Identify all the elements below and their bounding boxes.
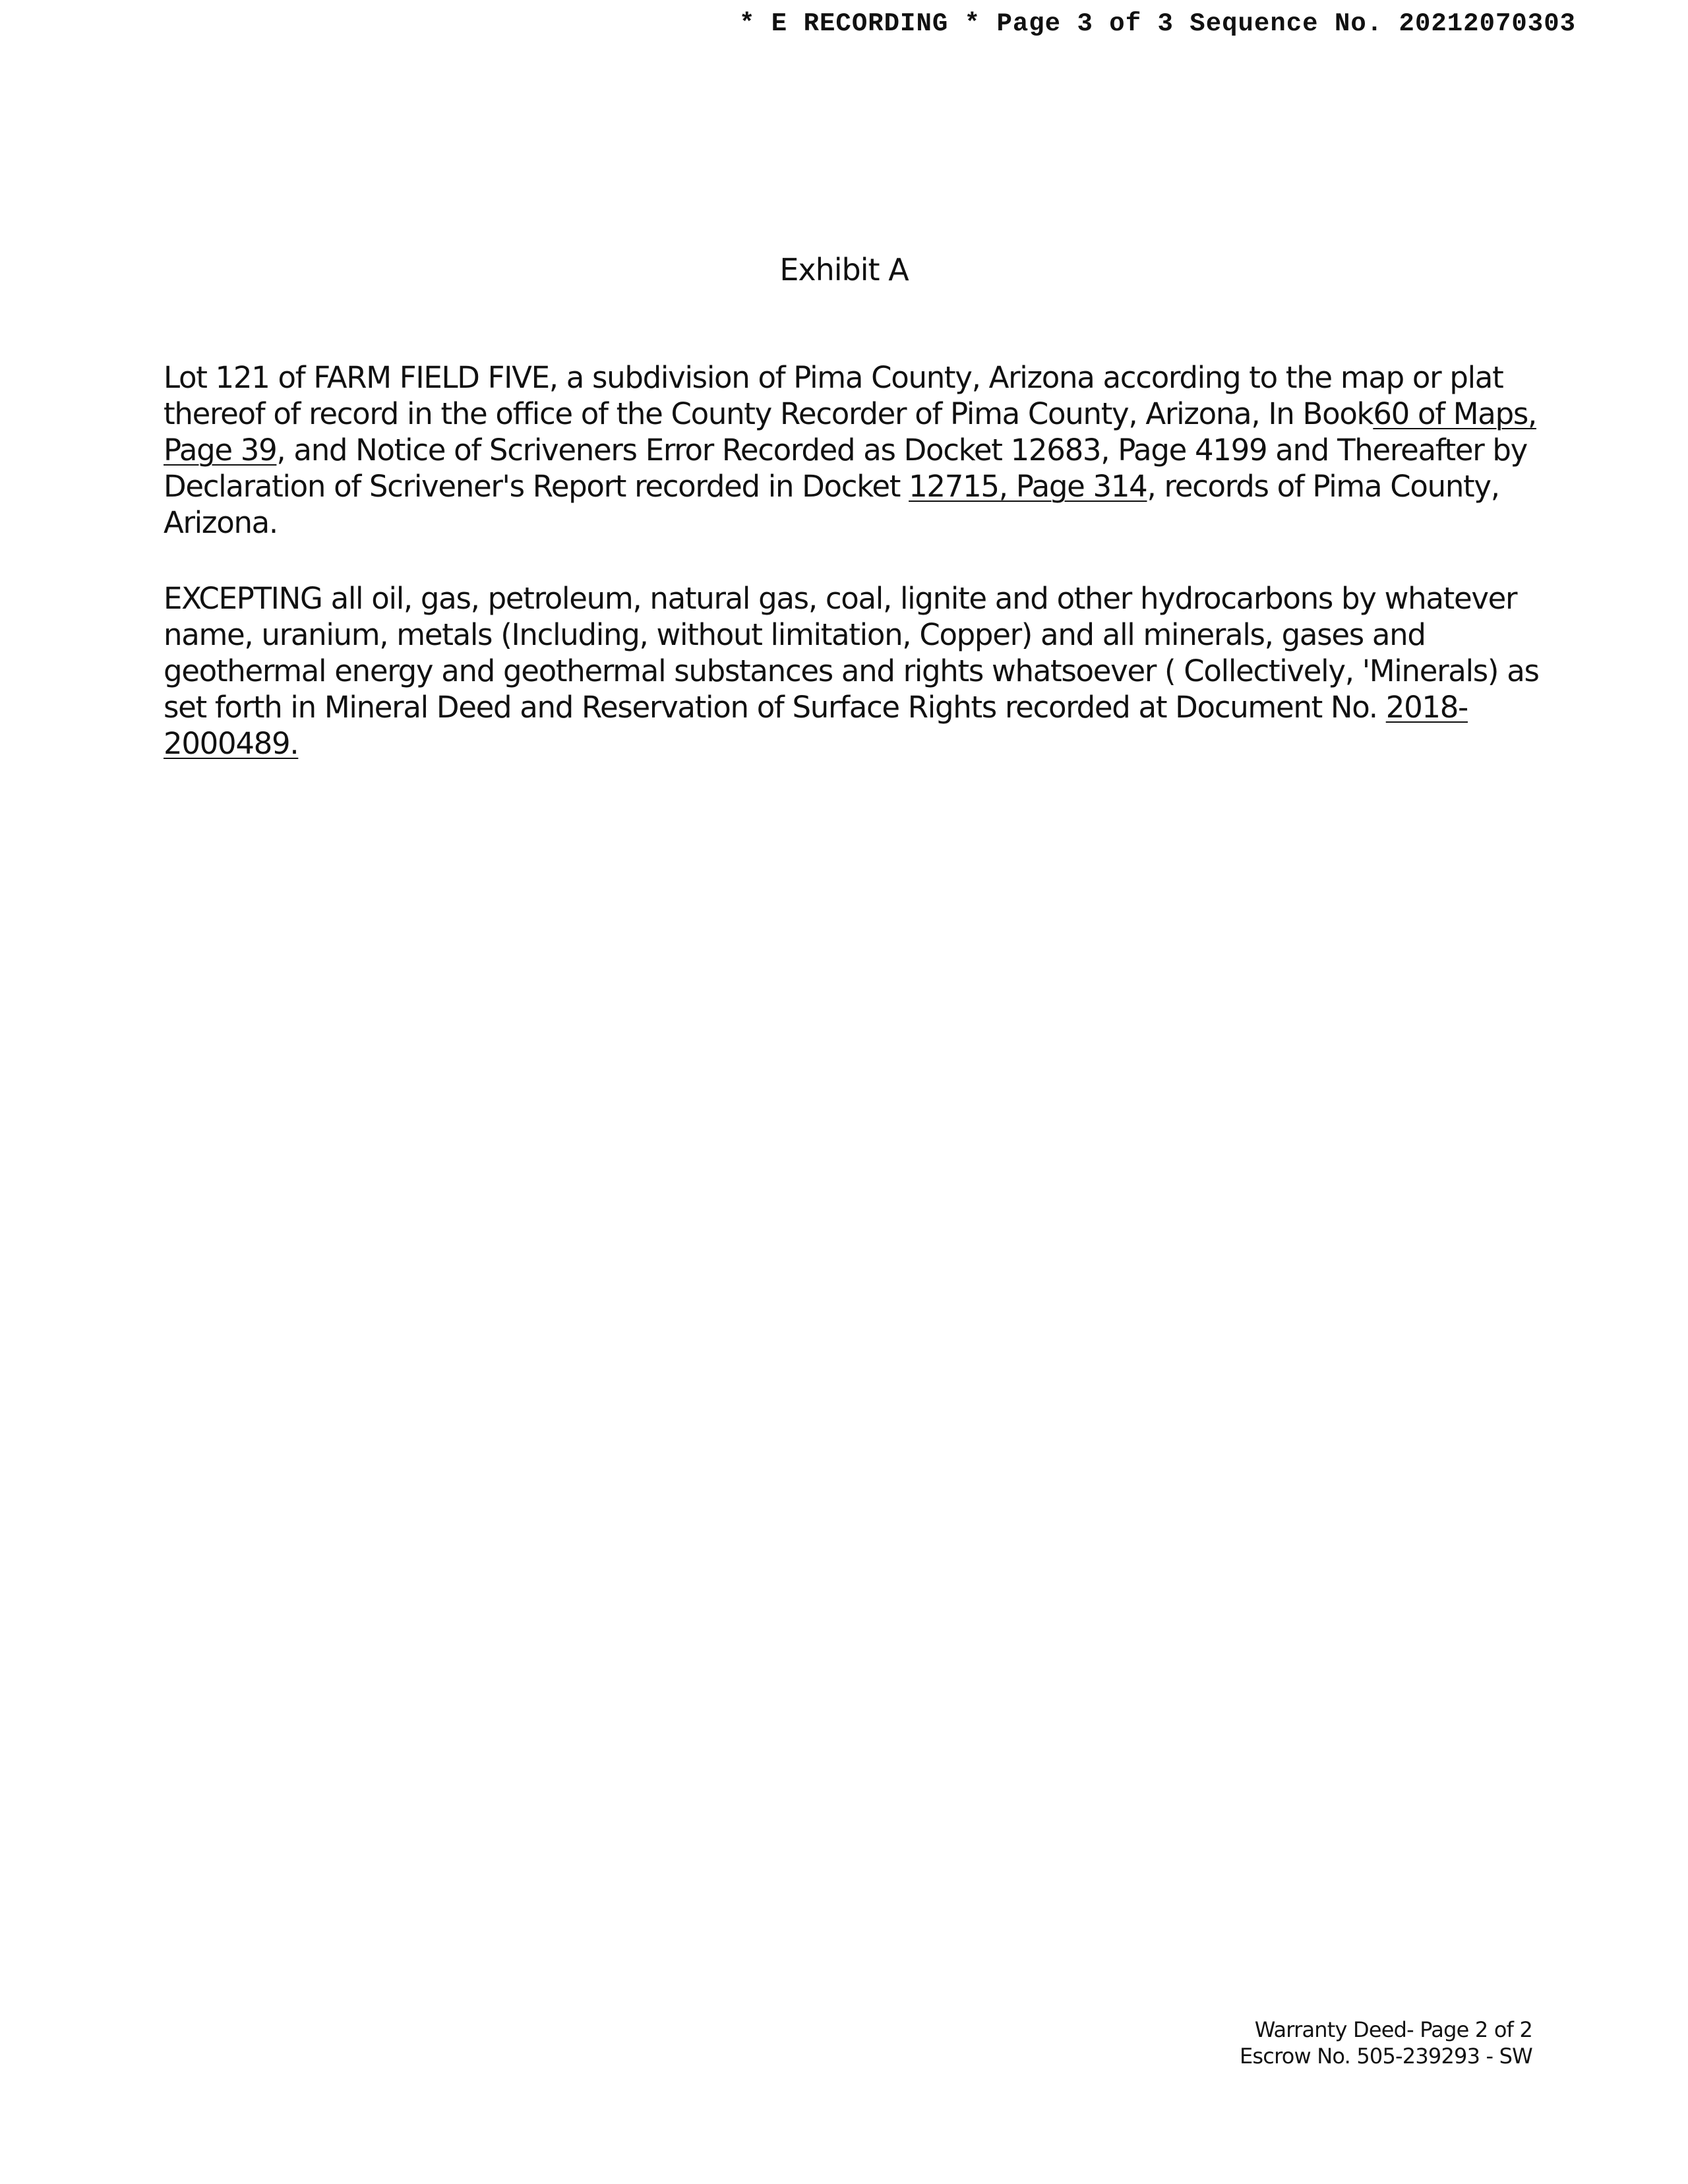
document-number-reference: 2018-2000489. xyxy=(164,690,1468,761)
paragraph-text: EXCEPTING all oil, gas, petroleum, natural gas, coal, lignite and other hydrocarbons by whatever name, uranium, metals (Including, without limitation, Copper) and all minerals, gases and geothermal energy and geothermal substances and rights whatsoever ( Collectively, 'Minerals) as set forth in Mineral Deed and Reservation of Surface Rights recorded at Document No. xyxy=(164,581,1539,725)
recording-stamp: * E RECORDING * Page 3 of 3 Sequence No. 20212070303 xyxy=(739,9,1576,38)
paragraph-text: , records of Pima County, Arizona. xyxy=(164,469,1499,540)
footer-escrow-number: Escrow No. 505-239293 - SW xyxy=(1240,2044,1532,2069)
exceptions-paragraph xyxy=(164,580,1561,762)
docket-reference: 12715, Page 314 xyxy=(909,469,1147,504)
paragraph-text: , and Notice of Scriveners Error Recorded as Docket 12683, Page 4199 and Thereafter by Declaration of Scrivener's Report recorded in Docket xyxy=(164,433,1528,504)
page-footer xyxy=(1240,2017,1532,2069)
paragraph-text: Lot 121 of FARM FIELD FIVE, a subdivision of Pima County, Arizona according to the map or plat thereof of record in the office of the County Recorder of Pima County, Arizona, In Book xyxy=(164,360,1503,431)
footer-page-label: Warranty Deed- Page 2 of 2 xyxy=(1254,2017,1532,2042)
legal-description-paragraph xyxy=(164,359,1561,541)
map-book-reference: 60 of Maps, Page 39 xyxy=(164,396,1536,468)
page-title: Exhibit A xyxy=(779,252,909,288)
